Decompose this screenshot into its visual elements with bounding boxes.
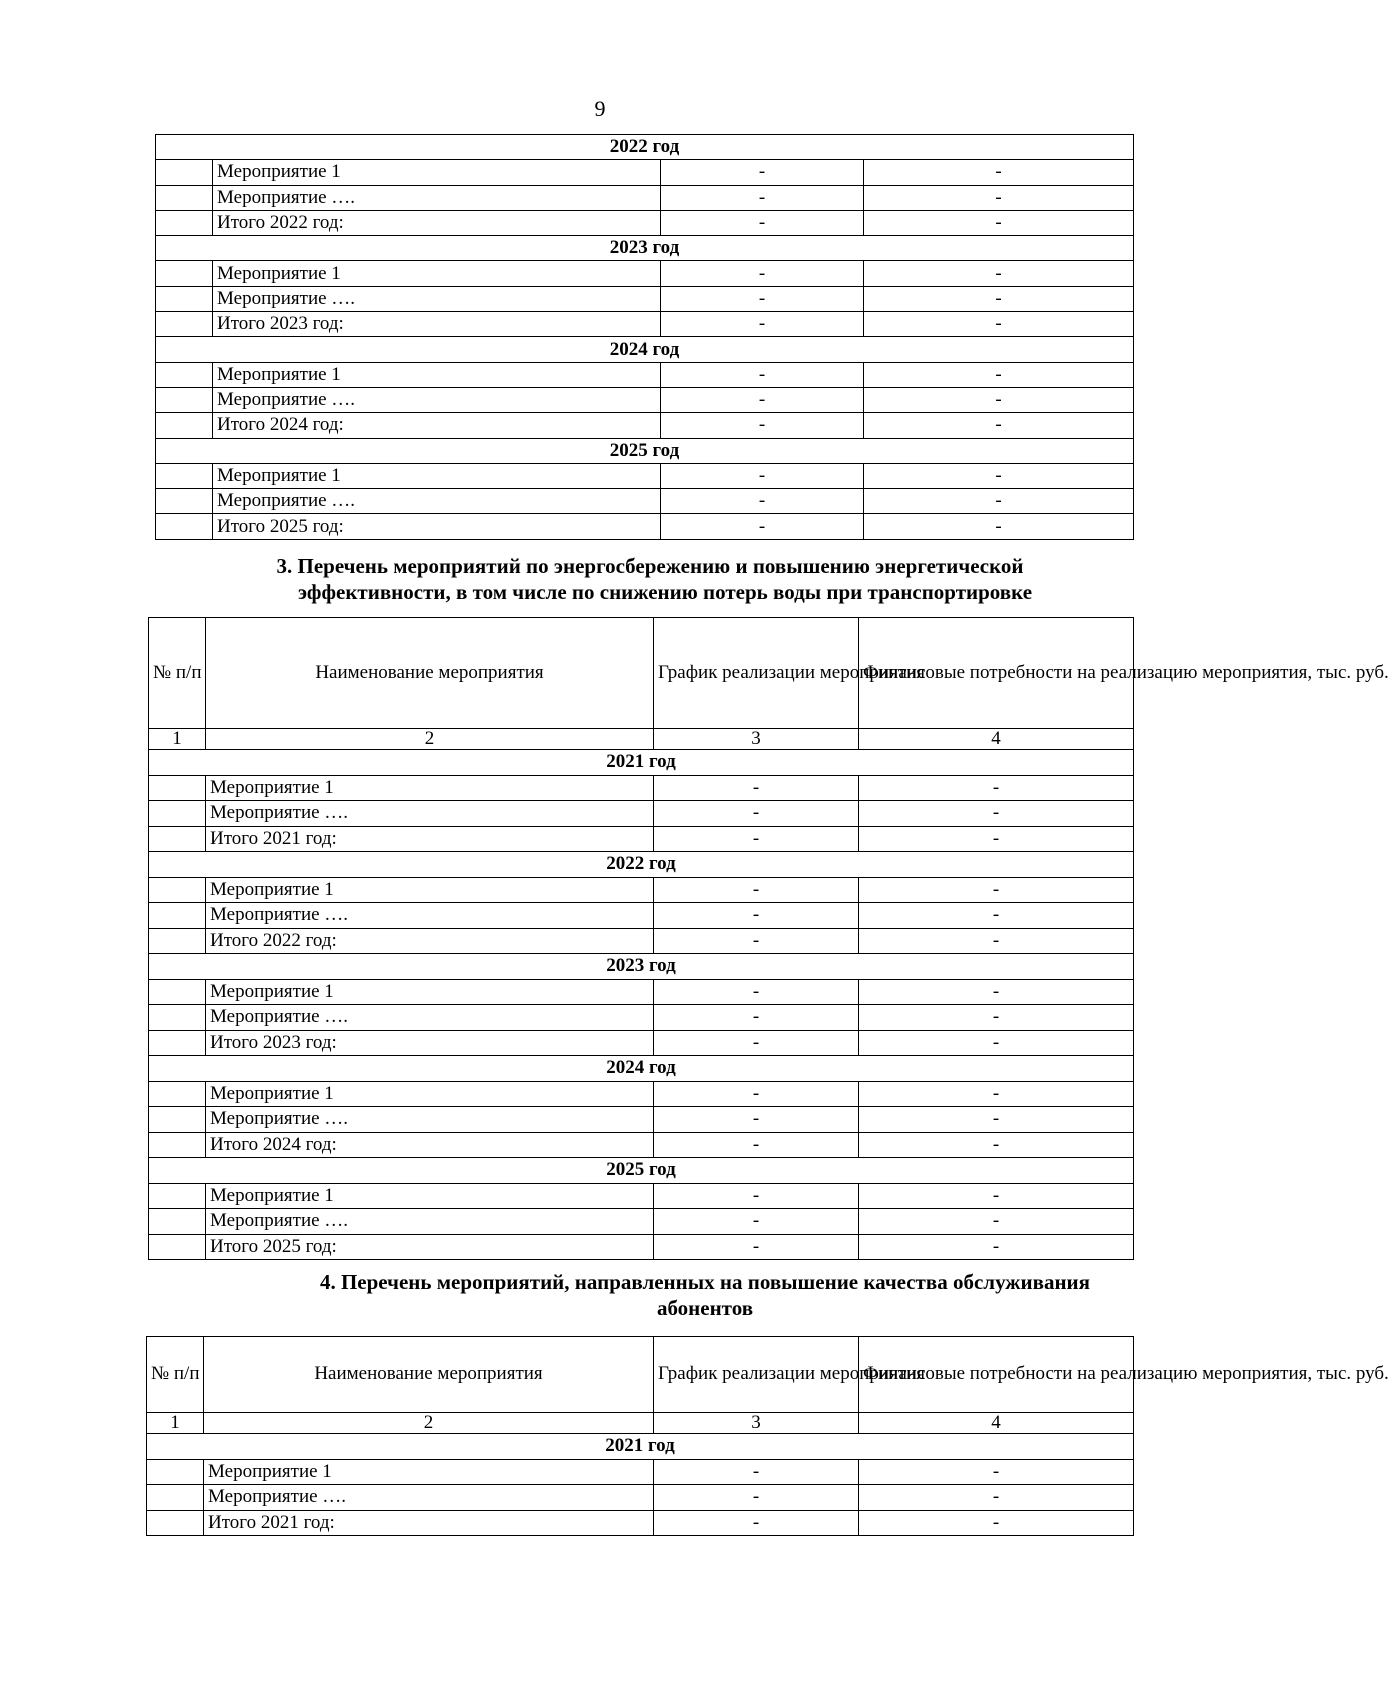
event-name: Мероприятие ….	[206, 1107, 654, 1133]
finance-value: -	[864, 362, 1134, 387]
schedule-value: -	[661, 489, 864, 514]
row-number-cell	[156, 286, 213, 311]
row-number-cell	[156, 160, 213, 185]
finance-value: -	[859, 801, 1134, 827]
page-number: 9	[594, 96, 606, 121]
column-number: 3	[654, 729, 859, 750]
schedule-value: -	[654, 775, 859, 801]
event-name: Итого 2024 год:	[213, 413, 661, 438]
total-row	[156, 312, 1134, 337]
column-number: 4	[859, 729, 1134, 750]
schedule-value: -	[654, 903, 859, 929]
header-name: Наименование мероприятия	[206, 618, 654, 729]
year-row	[149, 954, 1134, 980]
schedule-value: -	[661, 312, 864, 337]
schedule-value: -	[654, 801, 859, 827]
schedule-value: -	[654, 1234, 859, 1260]
event-row	[149, 1209, 1134, 1235]
schedule-value: -	[654, 826, 859, 852]
event-row	[156, 286, 1134, 311]
year-label: 2023 год	[156, 236, 1134, 261]
finance-value: -	[859, 1459, 1134, 1485]
finance-value: -	[864, 514, 1134, 539]
event-row	[147, 1459, 1134, 1485]
event-row	[149, 1107, 1134, 1133]
event-row	[149, 1183, 1134, 1209]
row-number-cell	[149, 877, 206, 903]
row-number-cell	[149, 928, 206, 954]
row-number-cell	[149, 801, 206, 827]
row-number-cell	[156, 514, 213, 539]
section3-title-line1: 3. Перечень мероприятий по энергосбережению и повышению энергетической	[276, 554, 1024, 578]
event-name: Мероприятие 1	[206, 979, 654, 1005]
year-row	[156, 236, 1134, 261]
row-number-cell	[149, 979, 206, 1005]
section4-title	[150, 1269, 1150, 1322]
event-name: Мероприятие 1	[213, 362, 661, 387]
column-number: 4	[859, 1413, 1134, 1434]
schedule-value: -	[661, 413, 864, 438]
finance-value: -	[859, 877, 1134, 903]
schedule-value: -	[654, 1209, 859, 1235]
schedule-value: -	[654, 979, 859, 1005]
event-name: Мероприятие 1	[204, 1459, 654, 1485]
row-number-cell	[156, 312, 213, 337]
year-row	[149, 1158, 1134, 1184]
finance-value: -	[859, 1183, 1134, 1209]
event-name: Итого 2023 год:	[206, 1030, 654, 1056]
header-num: № п/п	[147, 1337, 204, 1413]
year-row	[149, 852, 1134, 878]
event-name: Итого 2025 год:	[213, 514, 661, 539]
total-row	[149, 1234, 1134, 1260]
event-name: Мероприятие ….	[206, 903, 654, 929]
schedule-value: -	[661, 286, 864, 311]
event-name: Мероприятие 1	[206, 1081, 654, 1107]
schedule-value: -	[661, 463, 864, 488]
finance-value: -	[859, 1132, 1134, 1158]
section3-title	[150, 553, 1150, 606]
finance-value: -	[859, 1081, 1134, 1107]
row-number-cell	[156, 387, 213, 412]
schedule-value: -	[654, 1081, 859, 1107]
event-name: Мероприятие ….	[213, 185, 661, 210]
finance-value: -	[859, 903, 1134, 929]
event-row	[156, 160, 1134, 185]
row-number-cell	[149, 1081, 206, 1107]
total-row	[149, 1030, 1134, 1056]
row-number-cell	[149, 1132, 206, 1158]
total-row	[156, 514, 1134, 539]
event-name: Мероприятие ….	[206, 801, 654, 827]
event-row	[156, 261, 1134, 286]
schedule-value: -	[661, 160, 864, 185]
finance-value: -	[859, 928, 1134, 954]
finance-value: -	[859, 1030, 1134, 1056]
event-name: Итого 2022 год:	[206, 928, 654, 954]
header-num: № п/п	[149, 618, 206, 729]
column-number-row	[149, 729, 1134, 750]
year-label: 2024 год	[149, 1056, 1134, 1082]
finance-value: -	[864, 312, 1134, 337]
event-row	[149, 877, 1134, 903]
schedule-value: -	[661, 261, 864, 286]
schedule-value: -	[654, 1183, 859, 1209]
finance-value: -	[859, 1510, 1134, 1536]
year-row	[156, 438, 1134, 463]
year-label: 2023 год	[149, 954, 1134, 980]
row-number-cell	[156, 362, 213, 387]
year-label: 2025 год	[149, 1158, 1134, 1184]
event-name: Мероприятие 1	[206, 877, 654, 903]
row-number-cell	[156, 210, 213, 235]
schedule-value: -	[654, 1459, 859, 1485]
row-number-cell	[149, 1107, 206, 1133]
finance-value: -	[864, 489, 1134, 514]
event-name: Мероприятие 1	[206, 775, 654, 801]
year-label: 2022 год	[156, 135, 1134, 160]
event-row	[149, 1081, 1134, 1107]
event-name: Мероприятие 1	[213, 463, 661, 488]
event-row	[156, 463, 1134, 488]
event-row	[156, 362, 1134, 387]
event-name: Мероприятие ….	[213, 489, 661, 514]
year-row	[156, 135, 1134, 160]
row-number-cell	[147, 1510, 204, 1536]
header-schedule: График реализации мероприятия	[654, 618, 859, 729]
schedule-value: -	[654, 1132, 859, 1158]
event-name: Итого 2024 год:	[206, 1132, 654, 1158]
total-row	[156, 210, 1134, 235]
event-name: Мероприятие ….	[206, 1005, 654, 1031]
energy-saving-events-table	[148, 617, 1389, 1260]
total-row	[149, 1132, 1134, 1158]
finance-value: -	[864, 160, 1134, 185]
section4-title-line2: абонентов	[656, 1296, 754, 1321]
header-finance: Финансовые потребности на реализацию мероприятия, тыс. руб.	[859, 1337, 1134, 1413]
year-row	[149, 750, 1134, 776]
event-row	[149, 801, 1134, 827]
schedule-value: -	[654, 877, 859, 903]
finance-value: -	[864, 387, 1134, 412]
event-row	[156, 489, 1134, 514]
finance-value: -	[859, 1209, 1134, 1235]
finance-value: -	[864, 463, 1134, 488]
event-name: Мероприятие 1	[206, 1183, 654, 1209]
schedule-value: -	[654, 928, 859, 954]
finance-value: -	[859, 1107, 1134, 1133]
event-row	[149, 1005, 1134, 1031]
year-label: 2024 год	[156, 337, 1134, 362]
row-number-cell	[149, 903, 206, 929]
event-name: Мероприятие ….	[206, 1209, 654, 1235]
header-name: Наименование мероприятия	[204, 1337, 654, 1413]
total-row	[156, 413, 1134, 438]
row-number-cell	[156, 413, 213, 438]
row-number-cell	[149, 1183, 206, 1209]
header-finance: Финансовые потребности на реализацию мероприятия, тыс. руб.	[859, 618, 1134, 729]
row-number-cell	[156, 463, 213, 488]
finance-value: -	[864, 286, 1134, 311]
year-row	[156, 337, 1134, 362]
row-number-cell	[149, 1209, 206, 1235]
event-name: Мероприятие ….	[213, 286, 661, 311]
event-name: Мероприятие ….	[204, 1485, 654, 1511]
finance-value: -	[864, 210, 1134, 235]
section4-title-line1: 4. Перечень мероприятий, направленных на повышение качества обслуживания	[319, 1270, 1091, 1294]
schedule-value: -	[654, 1005, 859, 1031]
schedule-value: -	[661, 185, 864, 210]
total-row	[147, 1510, 1134, 1536]
event-row	[147, 1485, 1134, 1511]
column-number: 2	[204, 1413, 654, 1434]
schedule-value: -	[661, 514, 864, 539]
year-label: 2022 год	[149, 852, 1134, 878]
event-row	[149, 775, 1134, 801]
event-name: Мероприятие 1	[213, 261, 661, 286]
schedule-value: -	[661, 387, 864, 412]
finance-value: -	[864, 413, 1134, 438]
finance-value: -	[859, 826, 1134, 852]
finance-value: -	[859, 775, 1134, 801]
event-name: Мероприятие 1	[213, 160, 661, 185]
year-label: 2021 год	[149, 750, 1134, 776]
event-row	[149, 903, 1134, 929]
event-name: Итого 2021 год:	[204, 1510, 654, 1536]
year-label: 2025 год	[156, 438, 1134, 463]
total-row	[149, 928, 1134, 954]
continued-events-table	[155, 134, 1134, 540]
row-number-cell	[149, 775, 206, 801]
column-number-row	[147, 1413, 1134, 1434]
event-name: Итого 2023 год:	[213, 312, 661, 337]
event-name: Итого 2021 год:	[206, 826, 654, 852]
column-number: 1	[149, 729, 206, 750]
total-row	[149, 826, 1134, 852]
schedule-value: -	[654, 1107, 859, 1133]
row-number-cell	[156, 261, 213, 286]
event-name: Итого 2022 год:	[213, 210, 661, 235]
year-row	[149, 1056, 1134, 1082]
event-name: Мероприятие ….	[213, 387, 661, 412]
year-label: 2021 год	[147, 1434, 1134, 1460]
row-number-cell	[149, 1030, 206, 1056]
finance-value: -	[864, 261, 1134, 286]
schedule-value: -	[654, 1485, 859, 1511]
row-number-cell	[149, 1234, 206, 1260]
year-row	[147, 1434, 1134, 1460]
row-number-cell	[147, 1459, 204, 1485]
event-row	[156, 185, 1134, 210]
column-number: 2	[206, 729, 654, 750]
event-name: Итого 2025 год:	[206, 1234, 654, 1260]
row-number-cell	[156, 489, 213, 514]
finance-value: -	[859, 1234, 1134, 1260]
row-number-cell	[147, 1485, 204, 1511]
finance-value: -	[859, 979, 1134, 1005]
event-row	[156, 387, 1134, 412]
finance-value: -	[859, 1005, 1134, 1031]
schedule-value: -	[654, 1030, 859, 1056]
row-number-cell	[149, 1005, 206, 1031]
schedule-value: -	[661, 362, 864, 387]
table-header-row	[147, 1337, 1134, 1413]
schedule-value: -	[654, 1510, 859, 1536]
column-number: 1	[147, 1413, 204, 1434]
schedule-value: -	[661, 210, 864, 235]
finance-value: -	[859, 1485, 1134, 1511]
event-row	[149, 979, 1134, 1005]
service-quality-events-table	[146, 1336, 1389, 1536]
finance-value: -	[864, 185, 1134, 210]
row-number-cell	[149, 826, 206, 852]
row-number-cell	[156, 185, 213, 210]
header-schedule: График реализации мероприятия	[654, 1337, 859, 1413]
table-header-row	[149, 618, 1134, 729]
column-number: 3	[654, 1413, 859, 1434]
section3-title-line2: эффективности, в том числе по снижению потерь воды при транспортировке	[297, 580, 1033, 605]
